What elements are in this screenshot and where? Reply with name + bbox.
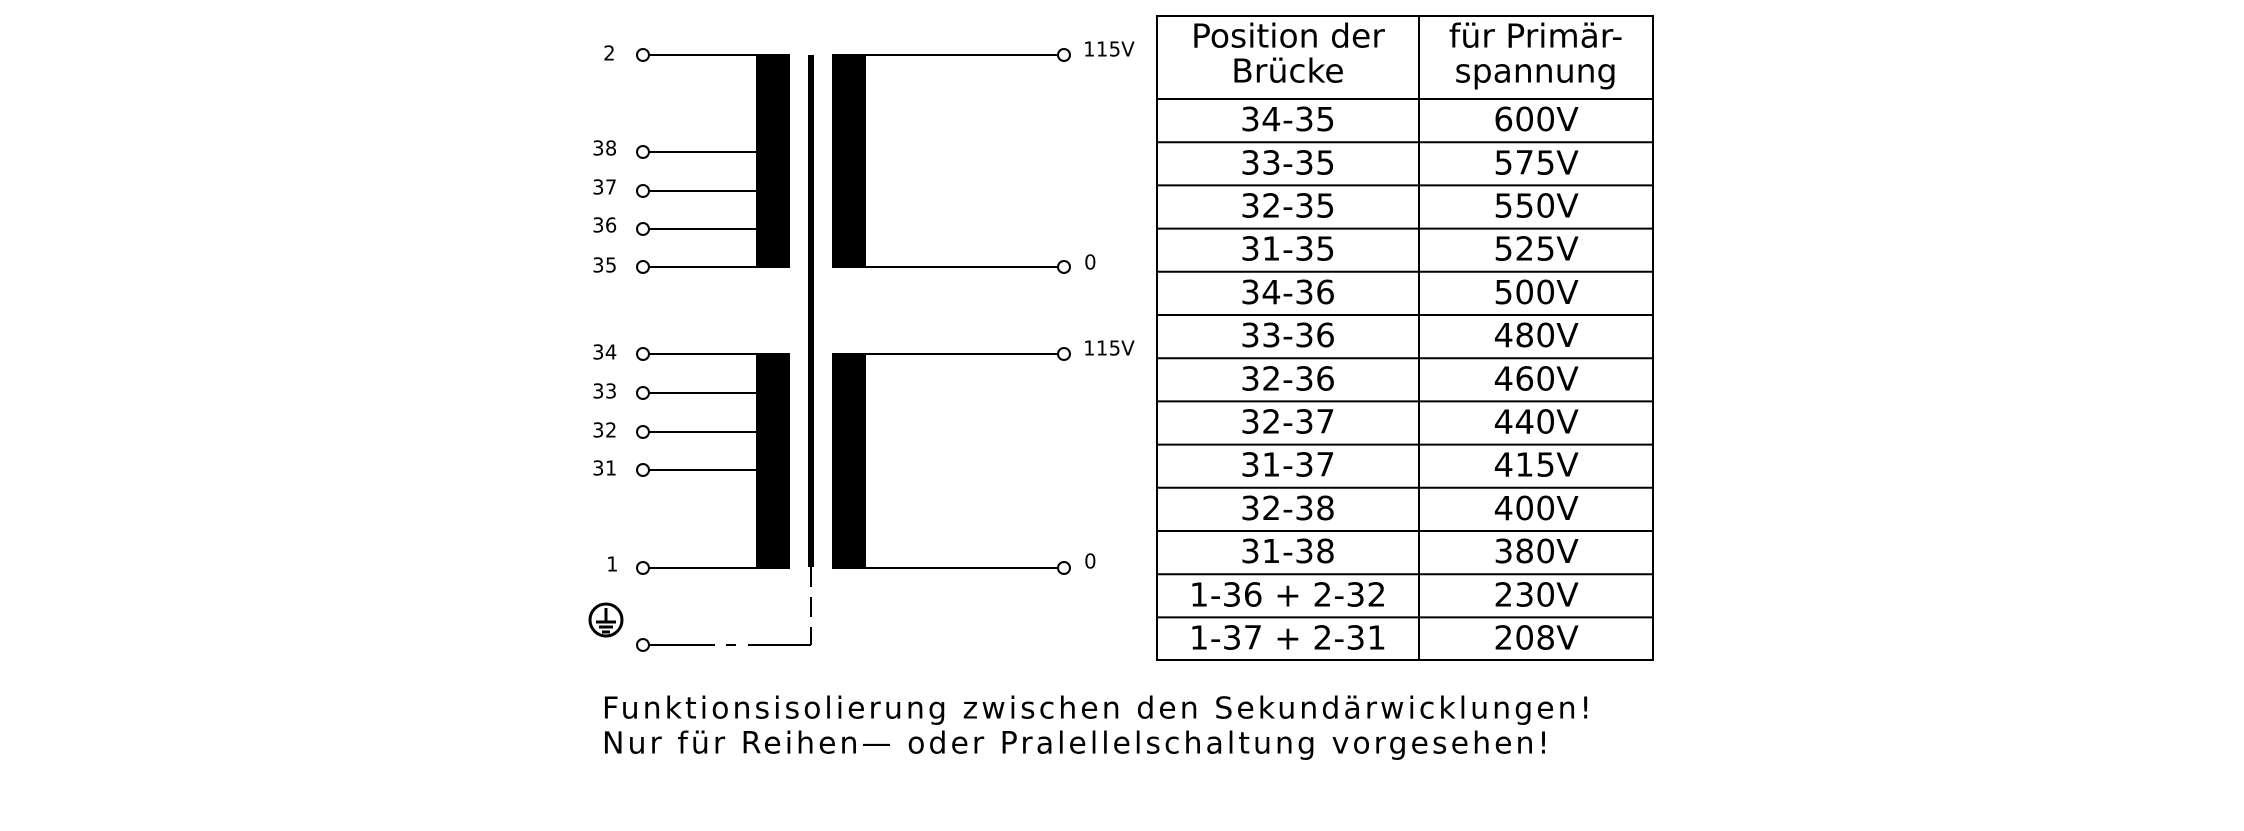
table-cell-bridge-position: 32-37	[1240, 402, 1336, 442]
primary-terminal-circles	[637, 49, 649, 651]
table-cell-primary-voltage: 380V	[1493, 532, 1579, 572]
terminal-33	[637, 387, 649, 399]
table-cell-bridge-position: 34-36	[1240, 272, 1336, 312]
pin-label-32: 32	[592, 418, 618, 443]
terminal-36	[637, 223, 649, 235]
primary-pin-labels	[592, 42, 619, 577]
pin-label-34: 34	[592, 340, 618, 365]
table-cell-primary-voltage: 208V	[1493, 618, 1579, 658]
secondary-label-115v-upper: 115V	[1083, 37, 1135, 62]
table-cell-bridge-position: 32-35	[1240, 186, 1336, 226]
header-voltage-line1: für Primär-	[1448, 16, 1624, 56]
terminal-34	[637, 348, 649, 360]
primary-winding-lower	[756, 354, 790, 567]
secondary-terminal-0-lower	[1058, 562, 1070, 574]
table-cell-primary-voltage: 525V	[1493, 229, 1579, 269]
ground-connection	[649, 567, 811, 645]
header-position-line1: Position der	[1191, 16, 1385, 56]
table-cell-bridge-position: 34-35	[1240, 100, 1336, 140]
table-cell-primary-voltage: 550V	[1493, 186, 1579, 226]
table-cell-bridge-position: 31-37	[1240, 445, 1336, 485]
table-cell-primary-voltage: 600V	[1493, 100, 1579, 140]
secondary-winding-upper	[832, 54, 866, 267]
header-position-line2: Brücke	[1231, 51, 1345, 91]
secondary-labels	[1083, 38, 1135, 574]
bridge-voltage-table	[1157, 16, 1653, 660]
table-cell-bridge-position: 31-38	[1240, 532, 1336, 572]
pin-label-38: 38	[592, 136, 618, 161]
pin-label-35: 35	[592, 253, 618, 278]
terminal-ground	[637, 639, 649, 651]
table-cell-bridge-position: 31-35	[1240, 229, 1336, 269]
table-cell-bridge-position: 1-36 + 2-32	[1188, 575, 1388, 615]
notes	[602, 692, 1595, 762]
secondary-label-115v-lower: 115V	[1083, 336, 1135, 361]
pin-label-1: 1	[606, 552, 619, 577]
secondary-terminal-115v-upper	[1058, 49, 1070, 61]
secondary-terminal-115v-lower	[1058, 348, 1070, 360]
note-line-1: Funktionsisolierung zwischen den Sekundärwicklungen!	[602, 691, 1595, 727]
table-cell-primary-voltage: 230V	[1493, 575, 1579, 615]
table-cell-primary-voltage: 575V	[1493, 143, 1579, 183]
terminal-37	[637, 185, 649, 197]
table-cell-bridge-position: 1-37 + 2-31	[1188, 618, 1388, 658]
table-cell-primary-voltage: 480V	[1493, 316, 1579, 356]
table-cell-bridge-position: 33-36	[1240, 316, 1336, 356]
primary-winding-upper	[756, 54, 790, 267]
table-cell-primary-voltage: 500V	[1493, 272, 1579, 312]
pin-label-2: 2	[603, 41, 616, 66]
terminal-32	[637, 426, 649, 438]
note-line-2: Nur für Reihen— oder Pralellelschaltung vorgesehen!	[602, 726, 1553, 762]
secondary-label-0-upper: 0	[1084, 250, 1097, 275]
table-cell-bridge-position: 32-38	[1240, 488, 1336, 528]
table-cell-primary-voltage: 460V	[1493, 359, 1579, 399]
header-voltage-line2: spannung	[1454, 51, 1618, 91]
terminal-2	[637, 49, 649, 61]
secondary-winding-lower	[832, 354, 866, 567]
terminal-38	[637, 146, 649, 158]
protective-earth-icon	[590, 604, 622, 636]
terminal-31	[637, 464, 649, 476]
pin-label-33: 33	[592, 379, 618, 404]
terminal-35	[637, 261, 649, 273]
transformer-core	[808, 55, 814, 567]
secondary-label-0-lower: 0	[1084, 549, 1097, 574]
transformer-schematic	[590, 38, 1135, 652]
pin-label-36: 36	[592, 213, 618, 238]
secondary-terminal-circles	[1058, 49, 1070, 574]
pin-label-37: 37	[592, 175, 618, 200]
table-cell-bridge-position: 33-35	[1240, 143, 1336, 183]
table-cell-primary-voltage: 440V	[1493, 402, 1579, 442]
table-cell-bridge-position: 32-36	[1240, 359, 1336, 399]
terminal-1	[637, 562, 649, 574]
table-cell-primary-voltage: 400V	[1493, 488, 1579, 528]
pin-label-31: 31	[592, 456, 618, 481]
secondary-terminal-0-upper	[1058, 261, 1070, 273]
table-cell-primary-voltage: 415V	[1493, 445, 1579, 485]
